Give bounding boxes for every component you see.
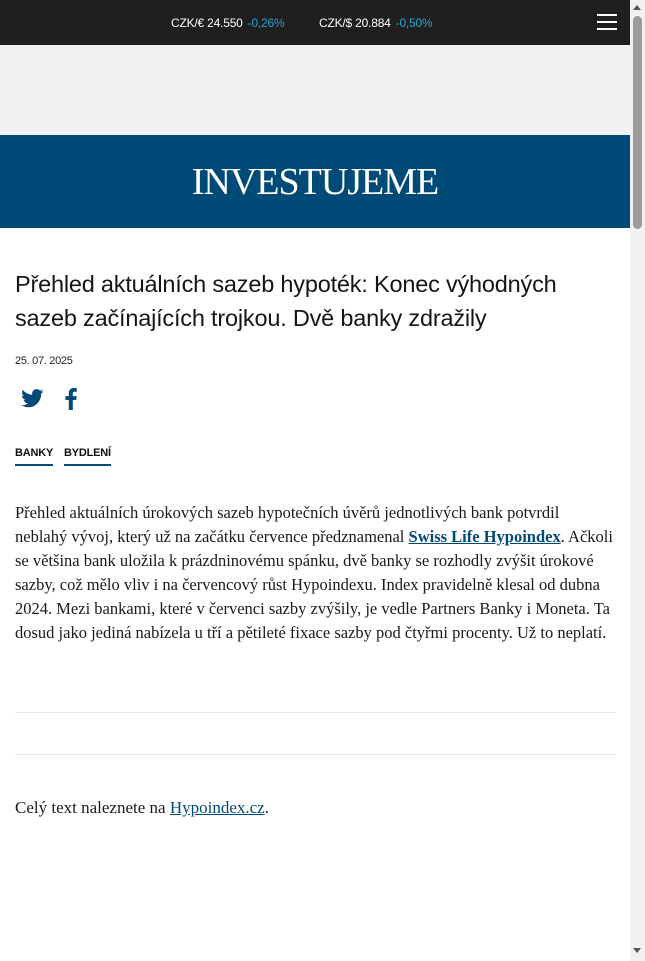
- twitter-icon[interactable]: [21, 389, 44, 408]
- ad-space: [0, 45, 630, 135]
- body-intro: Přehled aktuálních úrokových sazeb hypotečních úvěrů jednotlivých bank potvrdil neblahý vývoj, který už na začátku července předznamenal: [15, 503, 560, 546]
- facebook-icon[interactable]: [64, 388, 78, 410]
- article-title: Přehled aktuálních sazeb hypoték: Konec výhodných sazeb začínajících trojkou. Dvě banky zdražily: [15, 271, 557, 331]
- source-prefix: Celý text naleznete na: [15, 798, 170, 817]
- scrollbar[interactable]: [630, 0, 645, 961]
- article-date: 25. 07. 2025: [15, 355, 73, 367]
- rate-eur: [171, 16, 284, 30]
- rate-usd-change: -0,50%: [395, 16, 433, 30]
- rate-eur-change: -0,26%: [247, 16, 285, 30]
- rate-usd: [319, 16, 432, 30]
- scroll-down-arrow-icon[interactable]: [633, 948, 641, 953]
- divider: [15, 712, 615, 713]
- site-logo[interactable]: INVESTUJEME: [191, 161, 439, 203]
- currency-ticker: [0, 0, 630, 45]
- rate-eur-value: CZK/€ 24.550: [171, 16, 243, 30]
- divider: [15, 754, 615, 755]
- body-rest: . Ačkoli se většina bank uložila k prázdninovému spánku, dvě banky se rozhodly zvýšit úrokové sazby, což mělo vliv i na červencový růst Hypoindexu. Index pravidelně klesal od dubna 2024. Mezi bankami, které v červenci sazby zvýšily, je vedle Partners Banky i Moneta. Ta dosud jako jediná nabízela u tří a pětileté fixace sazby pod čtyřmi procenty. Už to neplatí.: [15, 527, 613, 642]
- scrollbar-thumb[interactable]: [633, 16, 642, 229]
- tag-bydleni[interactable]: BYDLENÍ: [64, 447, 111, 466]
- source-suffix: .: [264, 798, 269, 817]
- source-link[interactable]: Hypoindex.cz: [169, 798, 265, 817]
- hamburger-icon[interactable]: [597, 14, 617, 31]
- tag-banky[interactable]: BANKY: [15, 447, 53, 466]
- scroll-up-arrow-icon[interactable]: [633, 5, 641, 10]
- source-note: [15, 796, 269, 820]
- hypoindex-link[interactable]: Swiss Life Hypoindex: [408, 527, 561, 546]
- article-body: [15, 501, 615, 645]
- rate-usd-value: CZK/$ 20.884: [319, 16, 391, 30]
